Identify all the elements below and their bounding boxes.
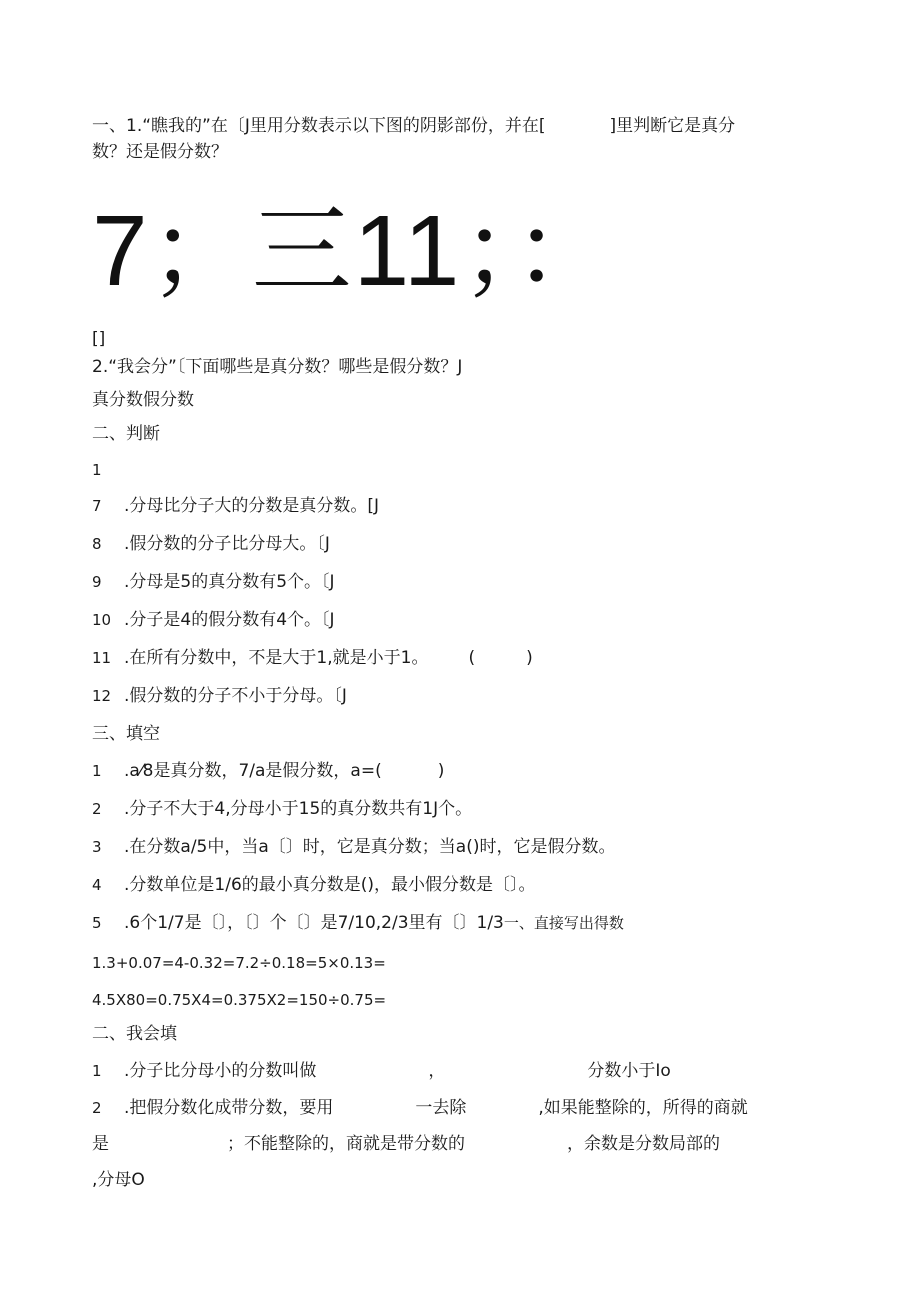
section1-line2: 数？还是假分数？ — [92, 142, 228, 162]
fill2-question-1 — [92, 1060, 671, 1082]
fill-heading: 三、填空 — [92, 724, 160, 744]
q2-line2-b: ；不能整除的，商就是带分数的 — [227, 1134, 465, 1154]
item-number: 12 — [92, 687, 112, 705]
fill2-question-2-line2 — [92, 1133, 720, 1155]
judge-item — [92, 495, 379, 517]
item-text: .分数单位是1/6的最小真分数是()，最小假分数是〔〕。 — [124, 875, 536, 895]
item-text: .分母是5的真分数有5个。〔J — [124, 572, 335, 592]
fill-item — [92, 874, 536, 896]
q2-text-b: 一去除 — [415, 1098, 467, 1118]
item-number: 8 — [92, 535, 102, 553]
fill-item — [92, 798, 472, 820]
calc-row: 4.5X80=0.75X4=0.375X2=150÷0.75= — [92, 991, 387, 1009]
answer-bracket: [] — [92, 329, 106, 349]
fill-item — [92, 836, 615, 858]
section1-line1 — [92, 115, 735, 137]
q2-text-a: .把假分数化成带分数，要用 — [124, 1098, 334, 1118]
item-text: .分子是4的假分数有4个。〔J — [124, 610, 335, 630]
judge-item — [92, 685, 347, 707]
calc-heading: 一、直接写出得数 — [503, 914, 624, 932]
judge-item — [92, 533, 330, 555]
q1-text-c: 分数小于Io — [587, 1061, 671, 1081]
fill2-heading: 二、我会填 — [92, 1024, 177, 1044]
q1-text-a: .分子比分母小的分数叫做 — [124, 1061, 317, 1081]
item-text-tail: ) — [437, 761, 445, 781]
item-number: 7 — [92, 497, 102, 515]
item-number: 3 — [92, 838, 102, 856]
item-number: 4 — [92, 876, 102, 894]
item-number: 2 — [92, 1099, 102, 1117]
judge-item — [92, 571, 335, 593]
q2-line2-a: 是 — [92, 1134, 109, 1154]
item-text: .假分数的分子不小于分母。〔J — [124, 686, 347, 706]
item-text: .6个1/7是〔〕，〔〕个〔〕是7/10,2/3里有〔〕1/3 — [124, 913, 504, 933]
calc-row: 1.3+0.07=4-0.32=7.2÷0.18=5×0.13= — [92, 954, 386, 972]
fill2-question-2-line3: ,分母O — [92, 1170, 145, 1190]
question-2: 2.“我会分”〔下面哪些是真分数？哪些是假分数？J — [92, 357, 463, 377]
item-text: .在分数a/5中，当a〔〕时，它是真分数；当a()时，它是假分数。 — [124, 837, 616, 857]
item-answer-blank: ( ) — [468, 648, 533, 668]
item-number: 1 — [92, 762, 102, 780]
item-number: 11 — [92, 649, 112, 667]
fill-item — [92, 912, 624, 934]
judge-item — [92, 609, 335, 631]
q2-text-c: ,如果能整除的，所得的商就 — [538, 1098, 748, 1118]
line1-end-text: ]里判断它是真分 — [609, 116, 736, 136]
item-text: .在所有分数中，不是大于1,就是小于1。 — [124, 648, 429, 668]
item-text: .a⁄8是真分数，7/a是假分数，a=( — [124, 761, 382, 781]
item-number: 10 — [92, 611, 112, 629]
item-text: .分子不大于4,分母小于15的真分数共有1J个。 — [124, 799, 473, 819]
item-number: 1 — [92, 1062, 102, 1080]
q1-text-b: ， — [428, 1061, 446, 1081]
q2-line2-c: ，余数是分数局部的 — [567, 1134, 720, 1154]
item-number: 5 — [92, 914, 102, 932]
judge-lone-number: 1 — [92, 461, 102, 479]
judge-heading: 二、判断 — [92, 424, 160, 444]
fill-item — [92, 760, 444, 782]
question-2-columns: 真分数假分数 — [92, 390, 194, 410]
item-text: .分母比分子大的分数是真分数。[J — [124, 496, 380, 516]
item-number: 9 — [92, 573, 102, 591]
item-text: .假分数的分子比分母大。〔J — [124, 534, 330, 554]
figure-text: 7；三11；： — [92, 195, 616, 307]
fill2-question-2 — [92, 1097, 748, 1119]
judge-item — [92, 647, 533, 669]
line1-text: 一、1.“瞧我的”在〔J里用分数表示以下图的阴影部份，并在[ — [92, 116, 546, 136]
item-number: 2 — [92, 800, 102, 818]
